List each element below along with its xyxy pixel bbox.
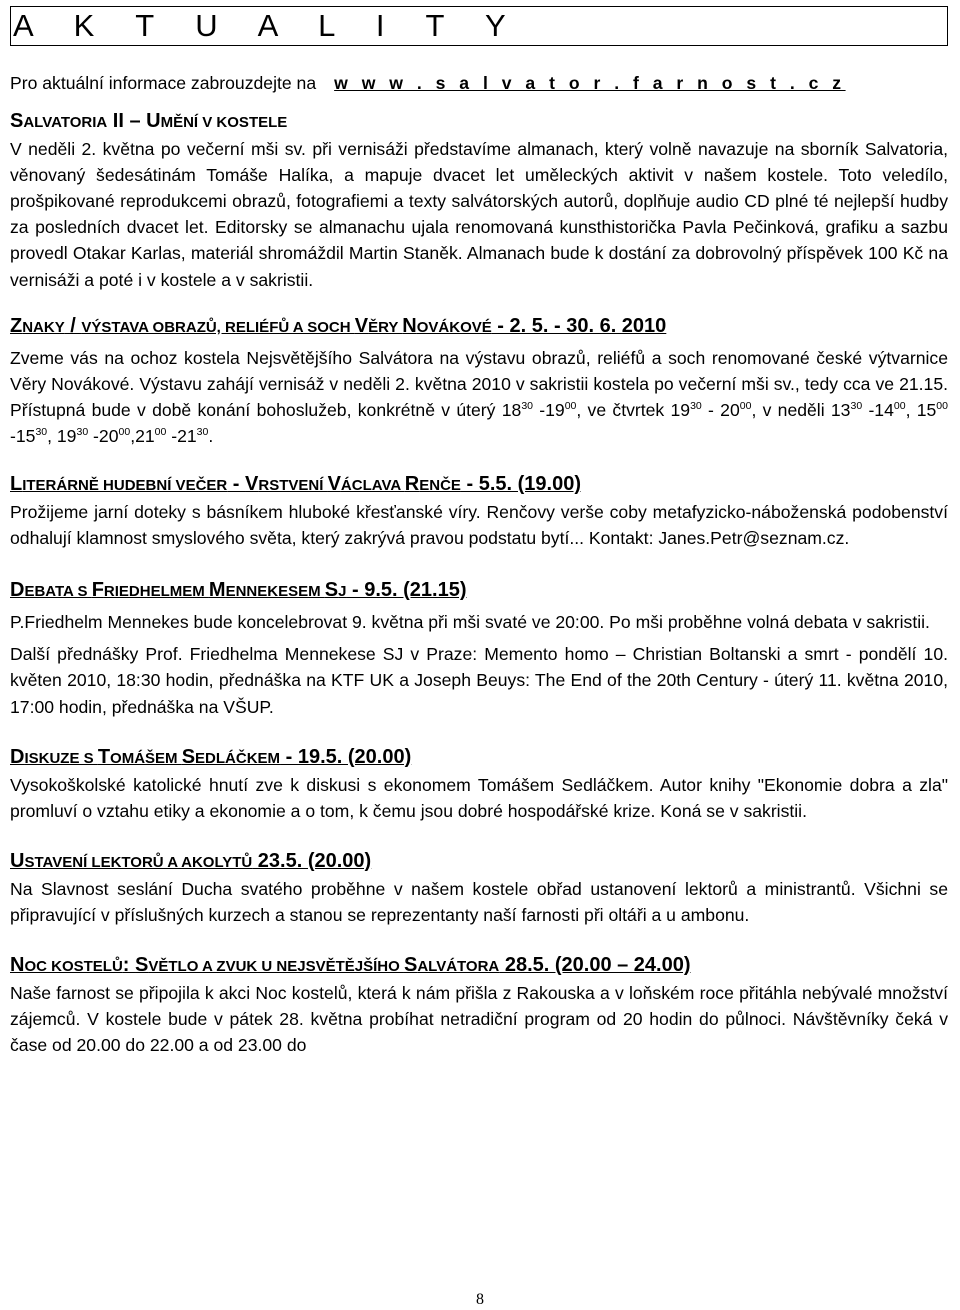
text-run: -20 (88, 425, 119, 446)
section-paragraph: Na Slavnost seslání Ducha svatého proběhne v našem kostele obřad ustanovení lektorů a ministrantů. Všichni se připravující v příslušných kurzech a stanou se reprezentanty naší farnosti při oltáři a u ambonu. (10, 878, 948, 925)
text-run: - 5.5. (19.00) (460, 473, 581, 496)
time-superscript: 30 (850, 399, 863, 412)
time-superscript: 30 (35, 425, 48, 438)
text-run: -19 (533, 399, 565, 420)
text-run: / (64, 314, 82, 337)
text-run: R (404, 473, 420, 496)
text-run: STAVENÍ LEKTORŮ A AKOLYTŮ (24, 853, 253, 871)
text-run: : (122, 953, 136, 976)
text-run: - 20 (701, 399, 740, 420)
section-paragraph: Naše farnost se připojila k akci Noc kostelů, která k nám přišla z Rakouska a v loňském roce přitáhla nebývalé množství zájemců. V kostele bude v pátek 28. května probíhat netradiční program od 20 hodin do půlnoci. Návštěvníky čeká v čase od 20.00 do 22.00 a od 23.00 do (10, 982, 948, 1056)
text-run: L (10, 473, 23, 496)
section-discussion-sedlacek (10, 744, 948, 824)
text-run: ALVATORIA (23, 114, 108, 132)
text-run: ALVÁTORA (417, 957, 500, 975)
text-run: ,21 (130, 425, 155, 446)
text-run: MĚNÍ V KOSTELE (160, 114, 288, 132)
text-run: EDLÁČKEM (195, 749, 281, 767)
text-run: -15 (10, 425, 36, 446)
text-run: VÝSTAVA OBRAZŮ, RELIÉFŮ A SOCH (81, 318, 355, 336)
text-run: , ve čtvrtek 19 (576, 399, 691, 420)
text-run: RSTVENÍ (258, 477, 328, 495)
text-run: ITERÁRNĚ HUDEBNÍ VEČER (22, 477, 228, 495)
text-run: , 19 (47, 425, 77, 446)
text-run: ISKUZE S (24, 749, 98, 767)
section-heading (10, 313, 948, 341)
time-superscript: 30 (521, 399, 533, 412)
page-number: 8 (476, 1291, 484, 1308)
time-superscript: 00 (739, 399, 752, 412)
section-heading (10, 952, 948, 980)
intro-text: Pro aktuální informace zabrouzdejte na (10, 73, 317, 93)
text-run: U (10, 849, 25, 872)
section-salvatoria (10, 108, 948, 293)
time-superscript: 00 (893, 399, 906, 412)
time-superscript: 00 (936, 399, 948, 412)
section-paragraph: Prožijeme jarní doteky s básníkem hluboké křesťanské víry. Renčovy verše coby metafyzicko-náboženská podobenství odhalují klamnost smyslového světa, který zakrývá pravou podstatu bytí... Kontakt: Janes.Petr@seznam.cz. (10, 502, 948, 549)
text-run: N (402, 314, 417, 337)
section-debate-mennekes (10, 577, 948, 719)
text-run: -14 (862, 399, 894, 420)
page-title: A K T U A L I T Y (13, 8, 523, 43)
intro-line (10, 70, 948, 96)
text-run: 28.5. (20.00 – 24.00) (499, 953, 691, 976)
text-run: OVÁKOVÉ (416, 318, 492, 336)
section-paragraph (10, 345, 948, 449)
time-superscript: 00 (118, 425, 131, 438)
text-run: ÁCLAVA (340, 477, 405, 495)
text-run: Zveme vás na ochoz kostela Nejsvětějšího Salvátora na výstavu obrazů, reliéfů a soch renomované české výtvarnice Věry Novákové. Výstavu zahájí vernisáž v neděli 2. května 2010 v sakristii kostela po večerní mši sv., tedy cca ve 21.15. Přístupná bude v době konání bohoslužeb, konkrétně v úterý 18 (10, 347, 948, 420)
section-heading (10, 471, 948, 499)
text-run: V (245, 473, 259, 496)
text-run: V (354, 314, 369, 337)
text-run: , 15 (905, 399, 937, 420)
text-run: VĚTLO A ZVUK U NEJSVĚTĚJŠÍHO (148, 957, 404, 975)
text-run: ĚRY (368, 318, 403, 336)
section-heading (10, 108, 948, 136)
text-run: N (10, 953, 25, 976)
text-run: NAKY (22, 318, 65, 336)
text-run: S (10, 110, 24, 133)
section-literary-evening (10, 471, 948, 551)
document-page (10, 0, 948, 1058)
title-box (10, 6, 948, 46)
text-run: OMÁŠEM (110, 749, 182, 767)
time-superscript: 00 (564, 399, 577, 412)
text-run: 23.5. (20.00) (252, 849, 372, 872)
text-run: S (181, 745, 196, 768)
website-link[interactable]: w w w . s a l v a t o r . f a r n o s t . c z (334, 73, 846, 93)
text-run: D (10, 579, 25, 602)
section-night-of-churches (10, 952, 948, 1058)
text-run: - 2. 5. - 30. 6. 2010 (491, 314, 667, 337)
text-run: S (403, 953, 418, 976)
section-lectors-acolytes (10, 848, 948, 928)
text-run: II – U (107, 110, 161, 133)
text-run: D (10, 745, 25, 768)
text-run: F (91, 579, 104, 602)
text-run: T (97, 745, 111, 768)
text-run: - (227, 473, 246, 496)
text-run: RIEDHELMEM (103, 583, 209, 601)
time-superscript: 30 (690, 399, 702, 412)
text-run: . (208, 425, 214, 446)
text-run: S (135, 953, 149, 976)
section-paragraph: Vysokoškolské katolické hnutí zve k diskusi s ekonomem Tomášem Sedláčkem. Autor knihy "Ekonomie dobra a zla" promluví o vztahu etiky a ekonomie a o tom, k čemu jsou dobré hospodářské krize. Koná se v sakristii. (10, 774, 948, 821)
text-run: -21 (166, 425, 197, 446)
text-run: S (324, 579, 339, 602)
text-run: V (327, 473, 341, 496)
text-run: ENČE (419, 477, 461, 495)
text-run: OC KOSTELŮ (24, 957, 123, 975)
text-run: , v neděli 13 (751, 399, 851, 420)
text-run: EBATA S (24, 583, 92, 601)
text-run: Z (10, 314, 23, 337)
section-paragraph: P.Friedhelm Mennekes bude koncelebrovat 9. května při mši svaté ve 20:00. Po mši proběhne volná debata v sakristii. (10, 612, 930, 633)
text-run: ENNEKESEM (225, 583, 325, 601)
text-run: - 19.5. (20.00) (280, 745, 412, 768)
section-paragraph: V neděli 2. května po večerní mši sv. při vernisáži představíme almanach, který volně navazuje na sborník Salvatoria, věnovaný šedesátinám Tomáše Halíka, a mapuje dvacet let uměleckých aktivit v našem kostele. Toto veledílo, prošpikované reprodukcemi obrazů, fotografiemi a texty salvátorských autorů, doplňuje audio CD plné té nejlepší hudby za posledních dvacet let. Editorsky se almanachu ujala renomovaná kunsthistorička Pavla Pečinková, grafiku a sazbu provedl Otakar Karlas, materiál shromáždil Martin Staněk. Almanach bude k dostání za dobrovolný příspěvek 100 Kč na vernisáži a poté i v kostele a v sakristii. (10, 139, 948, 290)
text-run: J (338, 583, 347, 601)
time-superscript: 30 (76, 425, 89, 438)
section-paragraph-2: Další přednášky Prof. Friedhelma Mennekese SJ v Praze: Memento homo – Christian Boltanski a smrt - pondělí 10. květen 2010, 18:30 hodin, přednáška na KTF UK a Joseph Beuys: The End of the 20th Century - úterý 11. května 2010, 17:00 hodin, přednáška na VŠUP. (10, 644, 948, 717)
section-heading (10, 577, 948, 605)
section-exhibition (10, 313, 948, 449)
text-run: M (208, 579, 226, 602)
text-run: - 9.5. (21.15) (346, 579, 467, 602)
time-superscript: 00 (154, 425, 167, 438)
time-superscript: 30 (196, 425, 209, 438)
section-heading (10, 848, 948, 876)
section-heading (10, 744, 948, 772)
